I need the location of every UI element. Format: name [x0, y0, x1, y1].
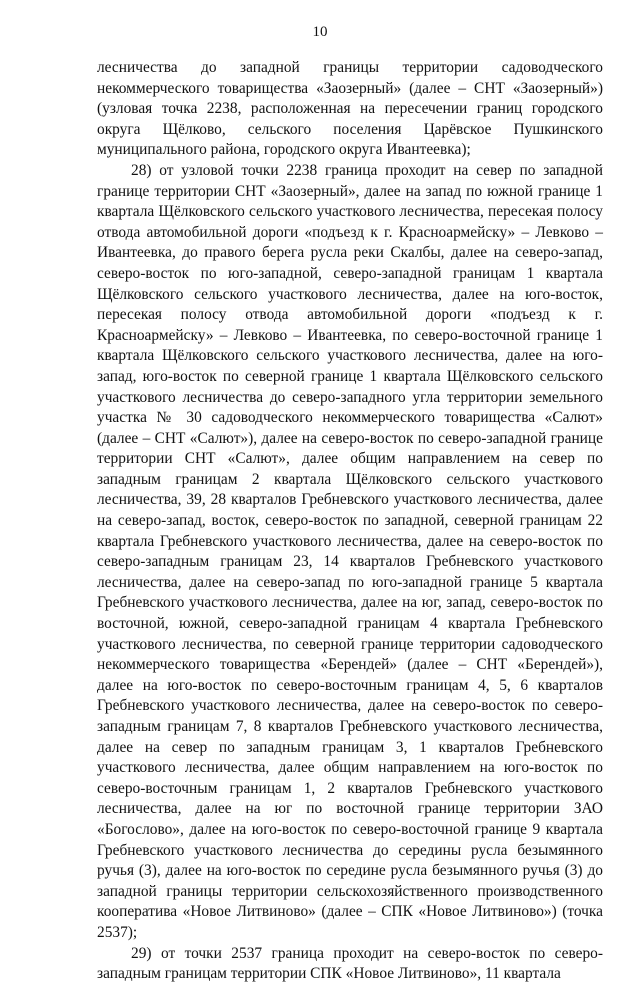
- paragraph-continuation: лесничества до западной границы территории садоводческого некоммерческого товарищества «Заозерный» (далее – СНТ «Заозерный») (узловая точка 2238, расположенная на пересечении границ городского округа Щёлково, сельского поселения Царёвское Пушкинского муниципального района, городского округа Ивантеевка);: [97, 59, 603, 159]
- page-number: 10: [312, 24, 328, 40]
- paragraph-item-28: 28) от узловой точки 2238 граница проходит на север по западной границе территории СНТ «Заозерный», далее на запад по южной границе 1 квартала Щёлковского сельского участкового лесничества, пересекая полосу отвода автомобильной дороги «подъезд к г. Красноармейску» – Левково – Ивантеевка, до правого берега русла реки Скалбы, далее на северо-запад, северо-восток по юго-западной, северо-западной границам 1 квартала Щёлковского сельского участкового лесничества, далее на юго-восток, пересекая полосу отвода автомобильной дороги «подъезд к г. Красноармейску» – Левково – Ивантеевка, по северо-восточной границе 1 квартала Щёлковского сельского участкового лесничества, далее на юго-запад, юго-восток по северной границе 1 квартала Щёлковского сельского участкового лесничества до северо-западного угла территории земельного участка № 30 садоводческого некоммерческого товарищества «Салют» (далее – СНТ «Салют»), далее на северо-восток по северо-западной границе территории СНТ «Салют», далее общим направлением на север по западным границам 2 квартала Щёлковского сельского участкового лесничества, 39, 28 кварталов Гребневского участкового лесничества, далее на северо-запад, восток, северо-восток по западной, северной границам 22 квартала Гребневского участкового лесничества, далее на северо-восток по северо-западным границам 23, 14 кварталов Гребневского участкового лесничества, далее на северо-запад по юго-западной границе 5 квартала Гребневского участкового лесничества, далее на юг, запад, северо-восток по восточной, южной, северо-западной границам 4 квартала Гребневского участкового лесничества, по северной границе территории садоводческого некоммерческого товарищества «Берендей» (далее – СНТ «Берендей»), далее на юго-восток по северо-восточным границам 4, 5, 6 кварталов Гребневского участкового лесничества, далее на северо-восток по северо-западным границам 7, 8 кварталов Гребневского участкового лесничества, далее на север по западным границам 3, 1 кварталов Гребневского участкового лесничества, далее общим направлением на юго-восток по северо-восточным границам 1, 2 кварталов Гребневского участкового лесничества, далее на юг по восточной границе территории ЗАО «Богослово», далее на юго-восток по северо-восточной границе 9 квартала Гребневского участкового лесничества до середины русла безымянного ручья (3), далее на юго-восток по середине русла безымянного ручья (3) до западной границы территории сельскохозяйственного производственного кооператива «Новое Литвиново» (далее – СПК «Новое Литвиново») (точка 2537);: [97, 161, 603, 941]
- document-body: [97, 58, 603, 985]
- paragraph-item-29: 29) от точки 2537 граница проходит на северо-восток по северо-западным границам территории СПК «Новое Литвиново», 11 квартала: [97, 944, 603, 983]
